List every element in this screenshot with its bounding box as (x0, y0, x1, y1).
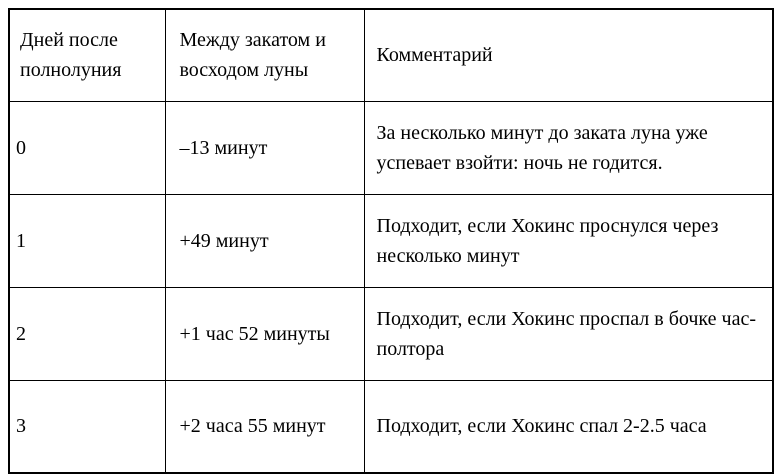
cell-comment-3: Подходит, если Хокинс спал 2-2.5 часа (364, 380, 773, 473)
table-row (9, 287, 773, 380)
cell-days-0: 0 (9, 101, 165, 194)
header-sunset-moonrise-gap: Между закатом и восходом луны (165, 9, 364, 101)
cell-offset-3: +2 часа 55 минут (165, 380, 364, 473)
cell-comment-2: Подходит, если Хокинс проспал в бочке час-полтора (364, 287, 773, 380)
cell-offset-0: –13 минут (165, 101, 364, 194)
header-days-after-full-moon: Дней после полнолуния (9, 9, 165, 101)
cell-offset-1: +49 минут (165, 194, 364, 287)
header-comment: Комментарий (364, 9, 773, 101)
cell-offset-2: +1 час 52 минуты (165, 287, 364, 380)
table-row (9, 101, 773, 194)
table-row (9, 194, 773, 287)
cell-days-1: 1 (9, 194, 165, 287)
cell-days-2: 2 (9, 287, 165, 380)
cell-comment-1: Подходит, если Хокинс проснулся через несколько минут (364, 194, 773, 287)
cell-days-3: 3 (9, 380, 165, 473)
cell-comment-0: За несколько минут до заката луна уже успевает взойти: ночь не годится. (364, 101, 773, 194)
table-row (9, 380, 773, 473)
moonrise-schedule-table (8, 8, 774, 474)
table-header-row (9, 9, 773, 101)
